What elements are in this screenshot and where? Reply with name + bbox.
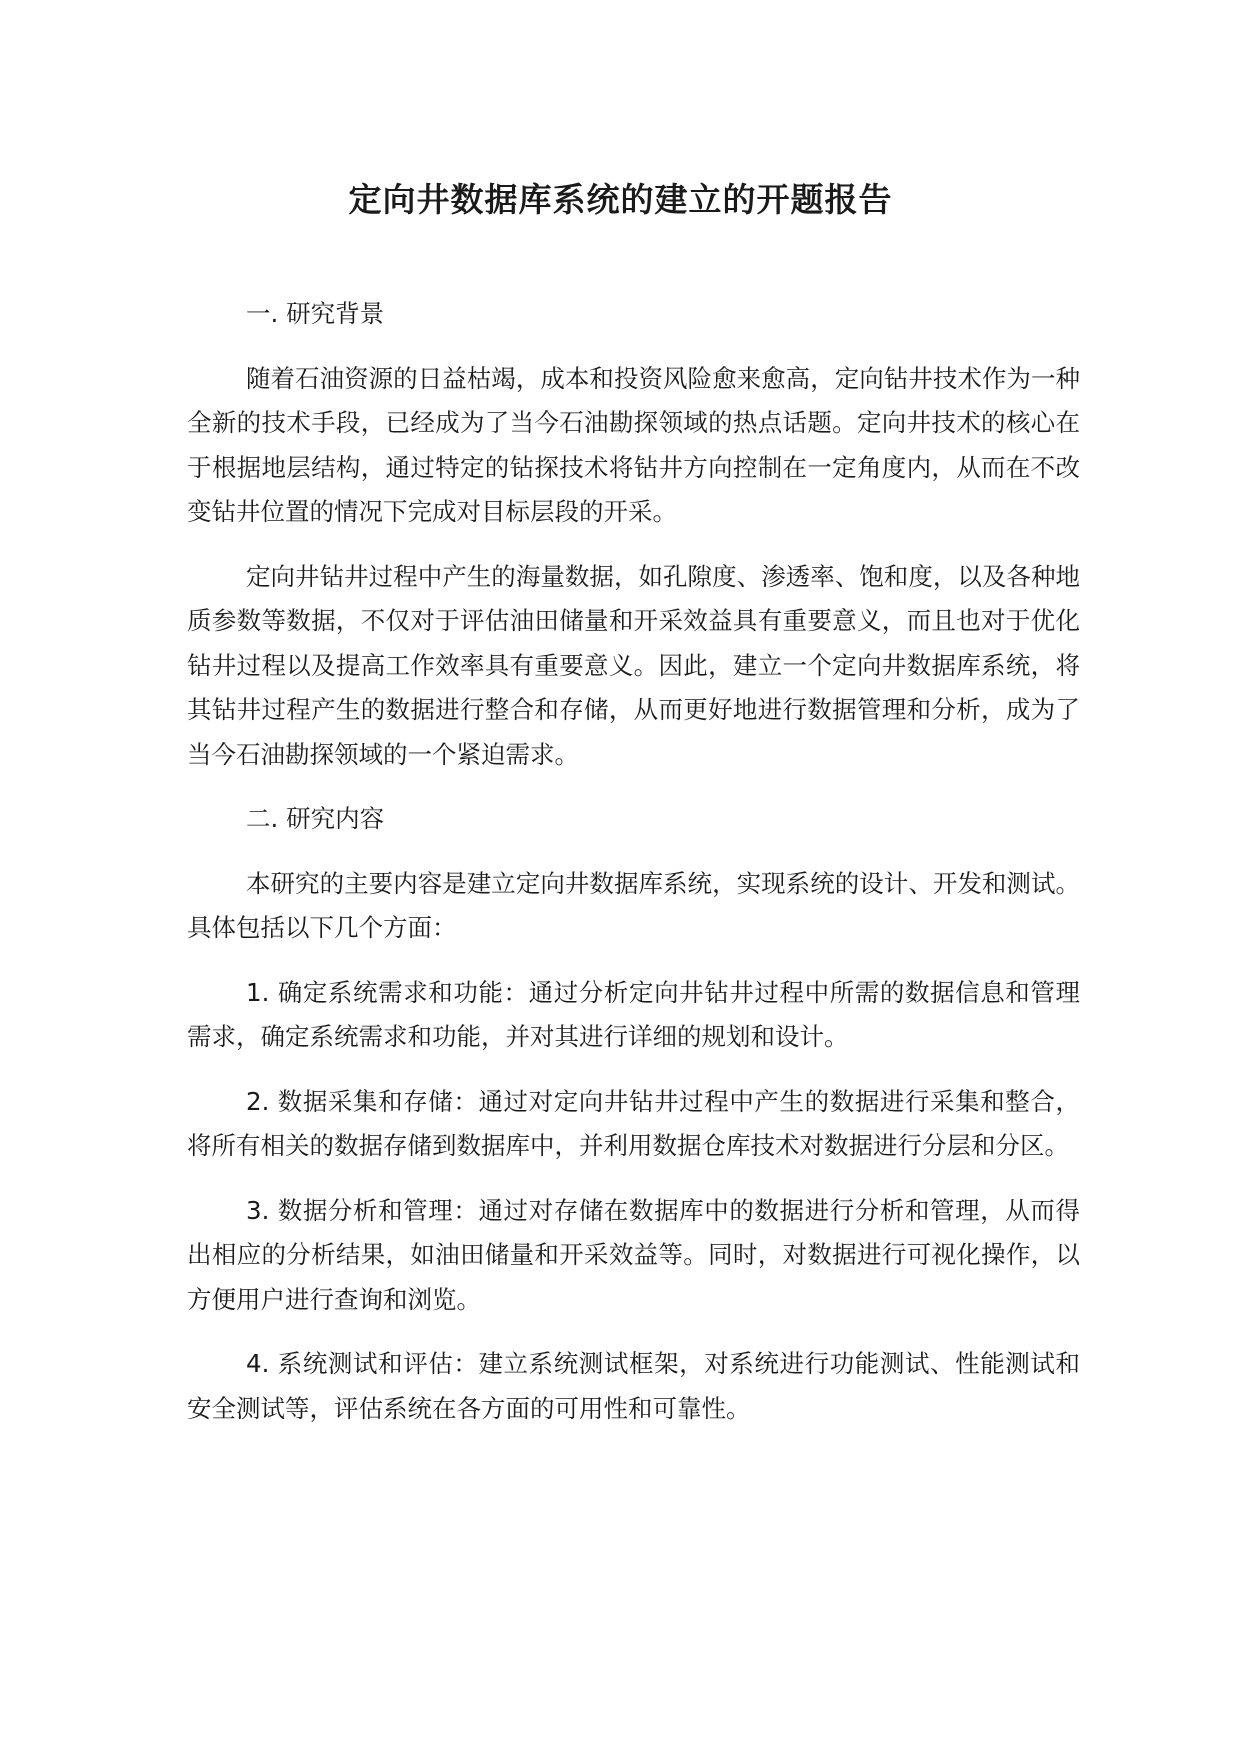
list-item: 1. 确定系统需求和功能：通过分析定向井钻井过程中所需的数据信息和管理需求，确定系统需求和功能，并对其进行详细的规划和设计。 <box>187 977 1080 1051</box>
list-item: 4. 系统测试和评估：建立系统测试框架，对系统进行功能测试、性能测试和安全测试等，评估系统在各方面的可用性和可靠性。 <box>187 1349 1080 1423</box>
document-title: 定向井数据库系统的建立的开题报告 <box>348 180 893 219</box>
list-item: 2. 数据采集和存储：通过对定向井钻井过程中产生的数据进行采集和整合，将所有相关的数据存储到数据库中，并利用数据仓库技术对数据进行分层和分区。 <box>187 1086 1080 1160</box>
paragraph: 随着石油资源的日益枯竭，成本和投资风险愈来愈高，定向钻井技术作为一种全新的技术手段，已经成为了当今石油勘探领域的热点话题。定向井技术的核心在于根据地层结构，通过特定的钻探技术将钻井方向控制在一定角度内，从而在不改变钻井位置的情况下完成对目标层段的开采。 <box>187 363 1080 526</box>
paragraph: 本研究的主要内容是建立定向井数据库系统，实现系统的设计、开发和测试。具体包括以下几个方面： <box>187 868 1080 942</box>
list-item: 3. 数据分析和管理：通过对存储在数据库中的数据进行分析和管理，从而得出相应的分析结果，如油田储量和开采效益等。同时，对数据进行可视化操作，以方便用户进行查询和浏览。 <box>187 1195 1080 1314</box>
document-body <box>187 292 1080 1451</box>
section-heading-content: 二. 研究内容 <box>246 804 385 833</box>
section-heading-background: 一. 研究背景 <box>246 299 385 328</box>
paragraph: 定向井钻井过程中产生的海量数据，如孔隙度、渗透率、饱和度，以及各种地质参数等数据，不仅对于评估油田储量和开采效益具有重要意义，而且也对于优化钻井过程以及提高工作效率具有重要意义。因此，建立一个定向井数据库系统，将其钻井过程产生的数据进行整合和存储，从而更好地进行数据管理和分析，成为了当今石油勘探领域的一个紧迫需求。 <box>187 561 1080 769</box>
